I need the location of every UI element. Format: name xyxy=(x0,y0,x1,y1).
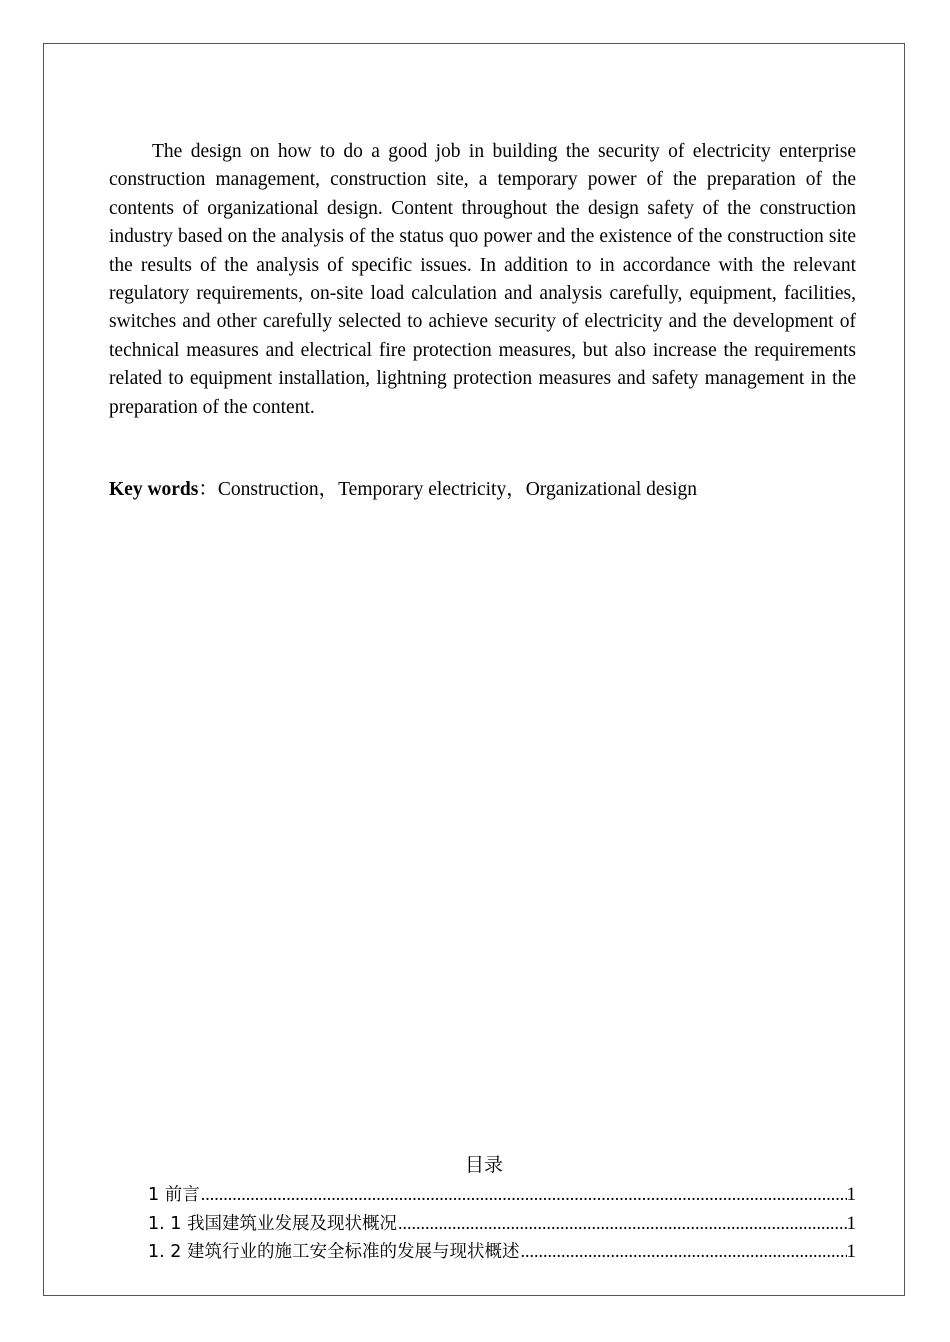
toc-entry-1-2[interactable] xyxy=(148,1237,856,1266)
toc-entry-page: 1 xyxy=(846,1212,856,1234)
toc-dot-leader xyxy=(519,1237,846,1266)
toc-entry-page: 1 xyxy=(846,1184,856,1205)
keywords-value: Construction，Temporary electricity，Organizational design xyxy=(217,479,698,500)
toc-dot-leader xyxy=(200,1180,847,1209)
toc-title: 目录 xyxy=(464,1154,503,1176)
toc-entry-label: 1. 2 建筑行业的施工安全标准的发展与现状概述 xyxy=(148,1242,520,1262)
toc-entry-page: 1 xyxy=(846,1241,856,1262)
keywords-label: Key words xyxy=(109,479,199,500)
table-of-contents xyxy=(148,1180,856,1266)
toc-entry-preface[interactable] xyxy=(148,1180,856,1209)
toc-entry-1-1[interactable] xyxy=(148,1209,856,1238)
keywords-line xyxy=(109,476,856,504)
toc-entry-label: 1. 1 我国建筑业发展及现状概况 xyxy=(148,1213,397,1234)
keywords-separator: ： xyxy=(198,479,218,500)
abstract-paragraph: The design on how to do a good job in building the security of electricity enterprise construction management, construction site, a temporary power of the preparation of the contents of organizational design. Content throughout the design safety of the construction industry based on the analysis of the status quo power and the existence of the construction site the results of the analysis of specific issues. In addition to in accordance with the relevant regulatory requirements, on-site load calculation and analysis carefully, equipment, facilities, switches and other carefully selected to achieve security of electricity and the development of technical measures and electrical fire protection measures, but also increase the requirements related to equipment installation, lightning protection measures and safety management in the preparation of the content. xyxy=(109,141,856,418)
toc-entry-label: 1 前言 xyxy=(148,1185,200,1205)
toc-dot-leader xyxy=(397,1209,847,1238)
